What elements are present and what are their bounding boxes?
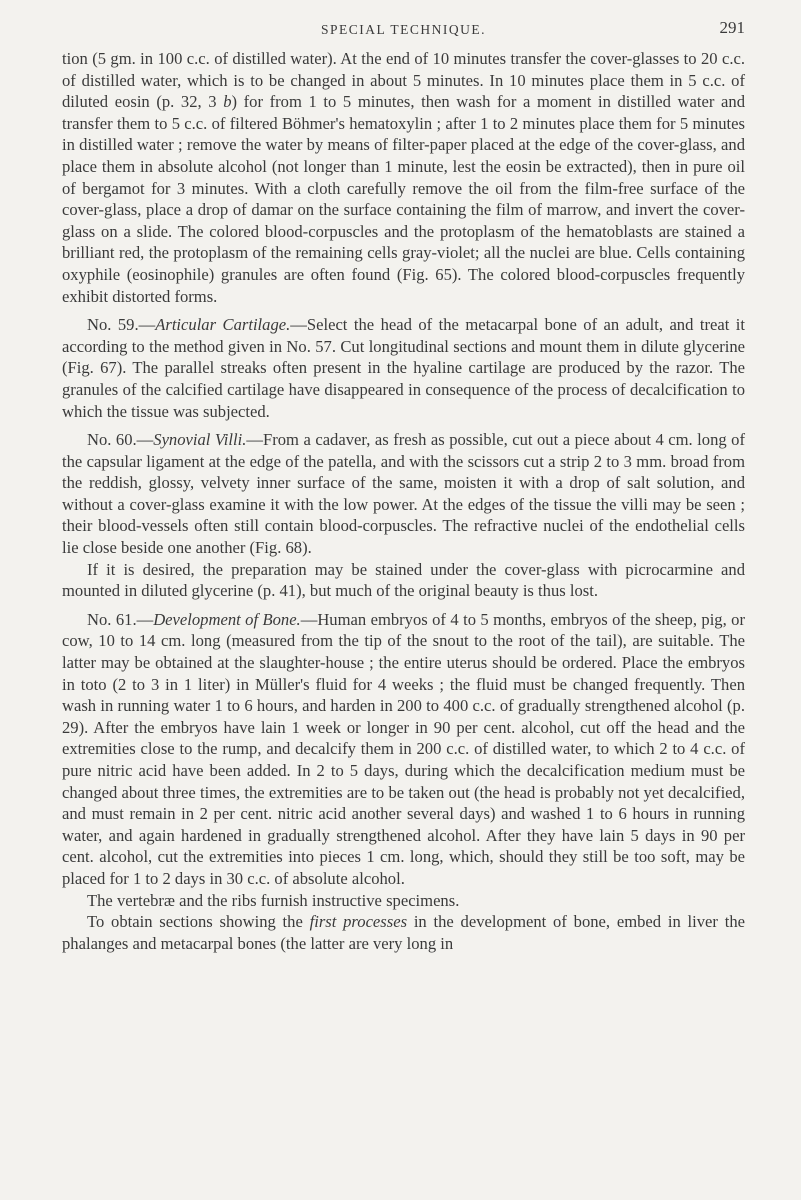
- text-segment: —Human embryos of 4 to 5 months, embryos of the sheep, pig, or cow, 10 to 14 cm. long (measured from the tip of the snout to the root of the tail), are suitable. The latter may be obtained at the slaughter-house ; the entire uterus should be ordered. Place the embryos in toto (2 to 3 in 1 liter) in Müller's fluid for 4 weeks ; the fluid must be changed frequently. Then wash in running water 1 to 6 hours, and harden in 200 to 400 c.c. of gradually strengthened alcohol (p. 29). After the embryos have lain 1 week or longer in 90 per cent. alcohol, cut off the head and the extremities close to the rump, and decalcify them in 200 c.c. of distilled water, to which 2 to 4 c.c. of pure nitric acid have been added. In 2 to 5 days, during which the decalcification medium must be changed about three times, the extremities are to be taken out (the head is probably not yet decalcified, and must remain in 2 per cent. nitric acid another several days) and washed 1 to 6 hours in running water, and again hardened in gradually strengthened alcohol. After they have lain 5 days in 90 per cent. alcohol, cut the extremities into pieces 1 cm. long, which, should they still be too soft, may be placed for 1 to 2 days in 30 c.c. of absolute alcohol.: [62, 609, 745, 888]
- running-head: [62, 16, 745, 42]
- paragraph-vertebrae-ribs: [62, 890, 745, 912]
- paragraph-continued: [62, 48, 745, 307]
- text-segment: No. 60.—: [87, 430, 154, 450]
- paragraph-articular-cartilage: [62, 314, 745, 422]
- text-segment: ) for from 1 to 5 minutes, then wash for a moment in distilled water and transfer them to 5 c.c. of filtered Böhmer's hematoxylin ; after 1 to 2 minutes place them for 5 minutes in distilled water ; remove the water by means of filter-paper placed at the edge of the cover-glass, and place them in absolute alcohol (not longer than 1 minute, lest the eosin be extracted), then in pure oil of bergamot for 3 minutes. With a cloth carefully remove the oil from the film-free surface of the cover-glass, place a drop of damar on the surface containing the film of marrow, and invert the cover-glass on a slide. The colored blood-corpuscles and the protoplasm of the hematoblasts are stained a brilliant red, the protoplasm of the remaining cells gray-violet; all the nuclei are blue. Cells containing oxyphile (eosinophile) granules are often found (Fig. 65). The colored blood-corpuscles frequently exhibit distorted forms.: [62, 92, 745, 306]
- body-text: [62, 48, 745, 954]
- text-segment: in the development of bone, embed in liver the phalanges and metacarpal bones (the latter are very long in: [62, 912, 745, 953]
- text-segment: If it is desired, the preparation may be stained under the cover-glass with picrocarmine and mounted in diluted glycerine (p. 41), but much of the original beauty is thus lost.: [62, 559, 745, 601]
- paragraph-first-processes: [62, 911, 745, 954]
- text-segment: —Select the head of the metacarpal bone of an adult, and treat it according to the method given in No. 57. Cut longitudinal sections and mount them in dilute glycerine (Fig. 67). The parallel streaks often present in the hyaline cartilage are produced by the razor. The granules of the calcified cartilage have disappeared in consequence of the process of decalcification to which the tissue was subjected.: [62, 315, 745, 421]
- page-number: 291: [719, 18, 745, 37]
- text-segment: —From a cadaver, as fresh as possible, cut out a piece about 4 cm. long of the capsular ligament at the edge of the patella, and with the scissors cut a strip 2 to 3 mm. broad from the reddish, glossy, velvety inner surface of the same, moisten it with a drop of salt solution, and without a cover-glass examine it with the low power. At the edges of the tissue the villi may be seen ; their blood-vessels often still contain blood-corpuscles. The refractive nuclei of the endothelial cells lie close beside one another (Fig. 68).: [62, 430, 745, 558]
- italic-text: Development of Bone.: [153, 609, 301, 629]
- text-segment: To obtain sections showing the: [87, 912, 310, 932]
- italic-text: b: [223, 92, 232, 112]
- paragraph-synovial-villi-staining: [62, 559, 745, 602]
- italic-text: Synovial Villi.: [153, 430, 247, 450]
- text-segment: No. 61.—: [87, 609, 154, 629]
- running-title: SPECIAL TECHNIQUE.: [321, 22, 486, 37]
- text-segment: tion (5 gm. in 100 c.c. of distilled water). At the end of 10 minutes transfer the cover-glasses to 20 c.c. of distilled water, which is to be changed in about 5 minutes. In 10 minutes place them in 5 c.c. of diluted eosin (p. 32, 3: [62, 49, 745, 112]
- text-segment: No. 59.—: [87, 315, 156, 335]
- italic-text: Articular Cartilage.: [155, 315, 291, 335]
- paragraph-synovial-villi: [62, 429, 745, 559]
- text-segment: The vertebræ and the ribs furnish instructive specimens.: [87, 890, 460, 910]
- italic-text: first processes: [309, 912, 408, 932]
- paragraph-development-of-bone: [62, 609, 745, 890]
